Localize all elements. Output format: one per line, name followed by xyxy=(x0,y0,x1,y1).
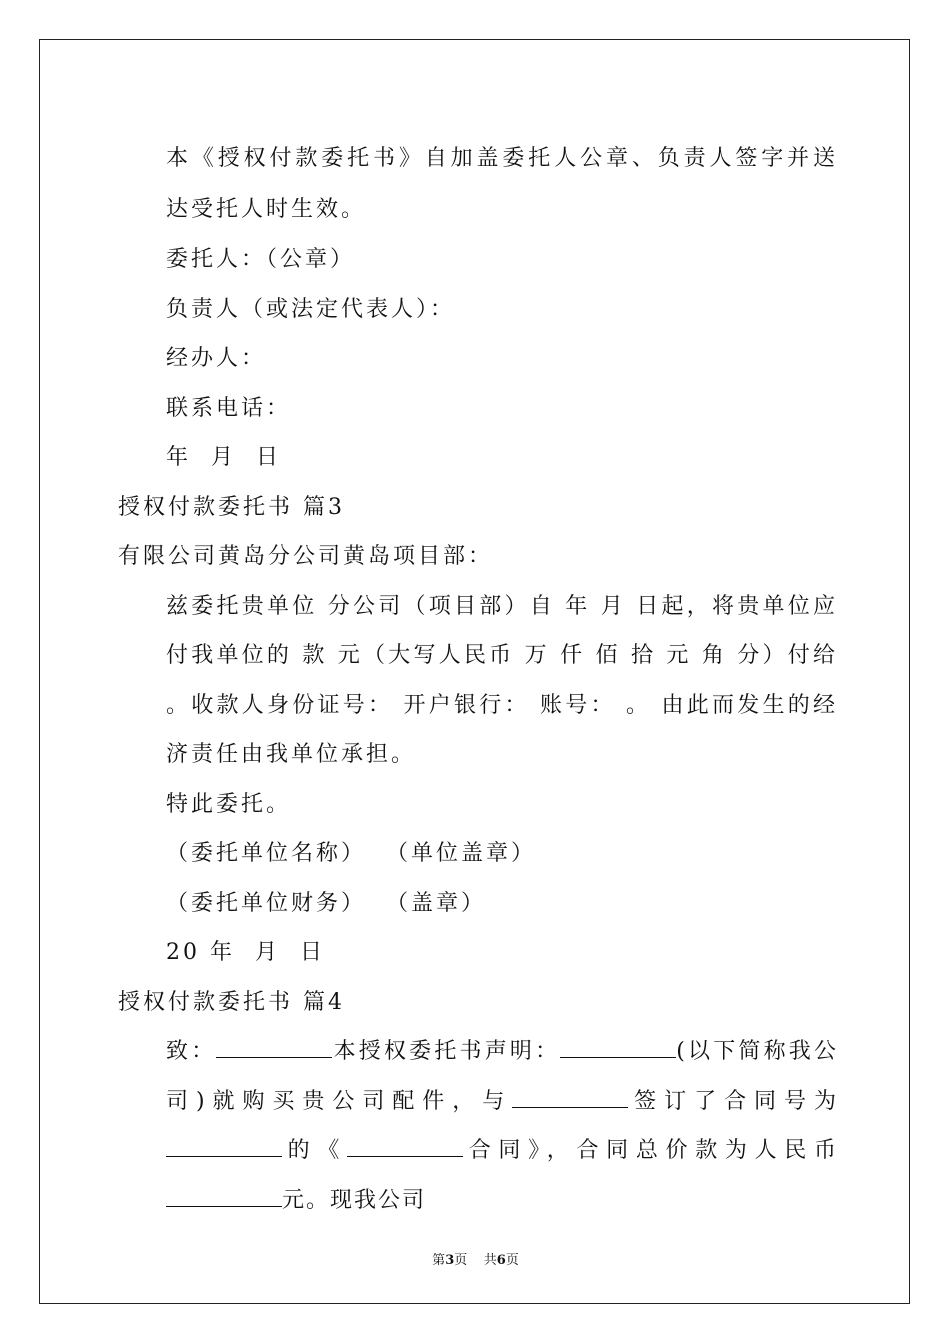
footer-total-pages: 6 xyxy=(496,1253,506,1268)
text-segment: 签订了合同号为 xyxy=(628,1088,838,1114)
text-segment: 的《 xyxy=(282,1138,348,1163)
paragraph-effective: 本《授权付款委托书》自加盖委托人公章、负责人签字并送达受托人时生效。 xyxy=(166,146,838,222)
fill-blank xyxy=(166,1188,282,1207)
fill-blank xyxy=(347,1138,463,1157)
section-heading-4: 授权付款委托书 篇4 xyxy=(118,989,345,1015)
paragraph-date: 年 月 日 xyxy=(166,445,281,470)
fill-blank xyxy=(166,1138,282,1157)
fill-blank xyxy=(560,1039,676,1058)
paragraph-hereby: 特此委托。 xyxy=(166,791,292,817)
footer-prefix: 第 xyxy=(432,1253,446,1268)
fill-blank xyxy=(216,1039,332,1058)
paragraph-phone: 联系电话： xyxy=(166,395,292,421)
document-page xyxy=(39,39,910,1304)
paragraph-responsible-person: 负责人（或法定代表人）： xyxy=(166,296,456,322)
text-segment: 本授权委托书声明： xyxy=(332,1039,561,1064)
paragraph-addressee: 有限公司黄岛分公司黄岛项目部： xyxy=(118,544,494,569)
text-segment: 元。现我公司 xyxy=(282,1187,427,1213)
page-footer xyxy=(40,1249,911,1268)
paragraph-unit-name-seal: （委托单位名称） （单位盖章） xyxy=(166,841,536,866)
text-segment: 致： xyxy=(166,1039,217,1064)
footer-current-page: 3 xyxy=(445,1253,455,1268)
paragraph-unit-finance-seal: （委托单位财务） （盖章） xyxy=(166,890,486,916)
paragraph-principal: 委托人：（公章） xyxy=(166,247,356,272)
footer-mid: 页 共 xyxy=(454,1253,497,1268)
section-heading-3: 授权付款委托书 篇3 xyxy=(118,494,345,520)
paragraph-date-20: 20 年 月 日 xyxy=(166,940,325,965)
paragraph-declaration xyxy=(118,1027,838,1225)
text-segment: 合同》，合同总价款为人民币 xyxy=(463,1138,838,1163)
text-segment: (以下简称我公司)就购买贵公司配件，与 xyxy=(166,1039,838,1114)
fill-blank xyxy=(512,1089,628,1108)
paragraph-entrust: 兹委托贵单位 分公司（项目部）自 年 月 日起，将贵单位应付我单位的 款 元（大写人民币 万 仟 佰 拾 元 角 分）付给 。收款人身份证号： 开户银行： 账号： 。 由此而发生的经济责任由我单位承担。 xyxy=(166,593,838,767)
paragraph-handler: 经办人： xyxy=(166,346,267,371)
footer-suffix: 页 xyxy=(505,1253,519,1268)
document-body xyxy=(118,133,838,1225)
